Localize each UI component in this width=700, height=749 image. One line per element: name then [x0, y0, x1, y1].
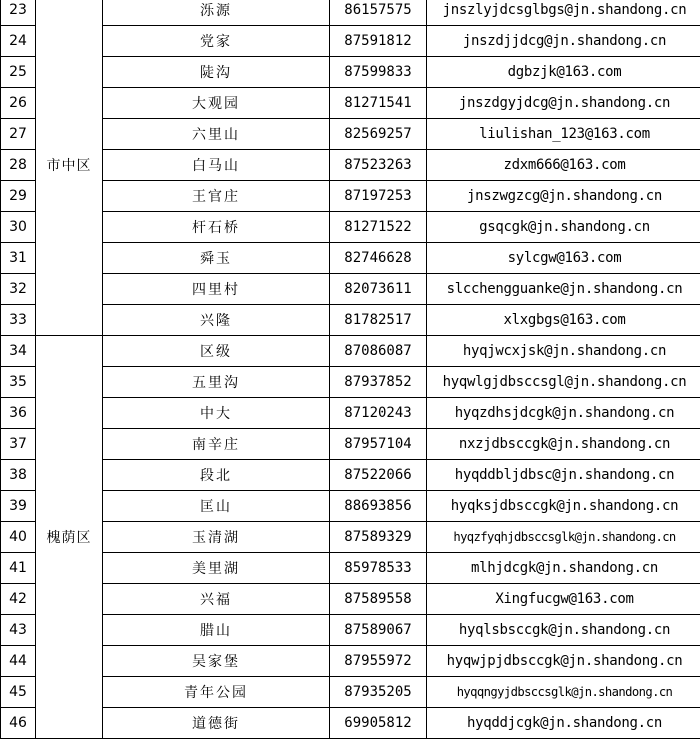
email-cell: hyqddbljdbsc@jn.shandong.cn: [427, 460, 700, 491]
table-row: [1, 119, 700, 150]
table-row: [1, 460, 700, 491]
street-name-cell: 区级: [103, 336, 330, 367]
phone-cell: 87937852: [330, 367, 427, 398]
row-number-cell: 29: [1, 181, 36, 212]
street-name-cell: 中大: [103, 398, 330, 429]
street-name-cell: 杆石桥: [103, 212, 330, 243]
email-cell: hyqqngyjdbsccsglk@jn.shandong.cn: [427, 677, 700, 708]
email-cell: jnszdjjdcg@jn.shandong.cn: [427, 26, 700, 57]
table-row: [1, 0, 700, 26]
email-cell: jnszlyjdcsglbgs@jn.shandong.cn: [427, 0, 700, 26]
table-row: [1, 212, 700, 243]
phone-cell: 87522066: [330, 460, 427, 491]
table-row: [1, 522, 700, 553]
row-number-cell: 41: [1, 553, 36, 584]
street-name-cell: 玉清湖: [103, 522, 330, 553]
phone-cell: 87599833: [330, 57, 427, 88]
phone-cell: 88693856: [330, 491, 427, 522]
table-row: [1, 367, 700, 398]
email-cell: liulishan_123@163.com: [427, 119, 700, 150]
phone-cell: 87197253: [330, 181, 427, 212]
phone-cell: 87086087: [330, 336, 427, 367]
street-name-cell: 兴隆: [103, 305, 330, 336]
table-row: [1, 553, 700, 584]
phone-cell: 87935205: [330, 677, 427, 708]
phone-cell: 87955972: [330, 646, 427, 677]
street-name-cell: 匡山: [103, 491, 330, 522]
table-row: [1, 336, 700, 367]
row-number-cell: 35: [1, 367, 36, 398]
row-number-cell: 26: [1, 88, 36, 119]
phone-cell: 85978533: [330, 553, 427, 584]
street-name-cell: 吴家堡: [103, 646, 330, 677]
email-cell: sylcgw@163.com: [427, 243, 700, 274]
email-cell: jnszdgyjdcg@jn.shandong.cn: [427, 88, 700, 119]
table-row: [1, 491, 700, 522]
email-cell: dgbzjk@163.com: [427, 57, 700, 88]
street-name-cell: 陡沟: [103, 57, 330, 88]
row-number-cell: 45: [1, 677, 36, 708]
table-row: [1, 150, 700, 181]
phone-cell: 69905812: [330, 708, 427, 739]
phone-cell: 81271541: [330, 88, 427, 119]
table-row: [1, 646, 700, 677]
table-row: [1, 181, 700, 212]
table-row: [1, 26, 700, 57]
row-number-cell: 30: [1, 212, 36, 243]
street-name-cell: 泺源: [103, 0, 330, 26]
street-name-cell: 南辛庄: [103, 429, 330, 460]
row-number-cell: 43: [1, 615, 36, 646]
street-name-cell: 青年公园: [103, 677, 330, 708]
phone-cell: 81271522: [330, 212, 427, 243]
row-number-cell: 37: [1, 429, 36, 460]
row-number-cell: 24: [1, 26, 36, 57]
street-name-cell: 美里湖: [103, 553, 330, 584]
phone-cell: 87589329: [330, 522, 427, 553]
email-cell: mlhjdcgk@jn.shandong.cn: [427, 553, 700, 584]
row-number-cell: 40: [1, 522, 36, 553]
row-number-cell: 39: [1, 491, 36, 522]
email-cell: hyqzdhsjdcgk@jn.shandong.cn: [427, 398, 700, 429]
phone-cell: 81782517: [330, 305, 427, 336]
table-row: [1, 615, 700, 646]
table-row: [1, 677, 700, 708]
phone-cell: 87589067: [330, 615, 427, 646]
street-name-cell: 段北: [103, 460, 330, 491]
email-cell: hyqlsbsccgk@jn.shandong.cn: [427, 615, 700, 646]
email-cell: slcchengguanke@jn.shandong.cn: [427, 274, 700, 305]
table-row: [1, 274, 700, 305]
street-name-cell: 六里山: [103, 119, 330, 150]
district-cell: 槐荫区: [36, 336, 103, 739]
email-cell: hyqwjpjdbsccgk@jn.shandong.cn: [427, 646, 700, 677]
row-number-cell: 32: [1, 274, 36, 305]
table-row: [1, 708, 700, 739]
email-cell: xlxgbgs@163.com: [427, 305, 700, 336]
email-cell: jnszwgzcg@jn.shandong.cn: [427, 181, 700, 212]
email-cell: hyqzfyqhjdbsccsglk@jn.shandong.cn: [427, 522, 700, 553]
row-number-cell: 34: [1, 336, 36, 367]
row-number-cell: 42: [1, 584, 36, 615]
table-row: [1, 398, 700, 429]
email-cell: hyqwlgjdbsccsgl@jn.shandong.cn: [427, 367, 700, 398]
phone-cell: 87589558: [330, 584, 427, 615]
phone-cell: 82073611: [330, 274, 427, 305]
table-row: [1, 305, 700, 336]
street-name-cell: 五里沟: [103, 367, 330, 398]
street-name-cell: 白马山: [103, 150, 330, 181]
phone-cell: 82746628: [330, 243, 427, 274]
street-name-cell: 党家: [103, 26, 330, 57]
phone-cell: 87523263: [330, 150, 427, 181]
table-row: [1, 88, 700, 119]
phone-cell: 82569257: [330, 119, 427, 150]
row-number-cell: 31: [1, 243, 36, 274]
email-cell: gsqcgk@jn.shandong.cn: [427, 212, 700, 243]
street-name-cell: 舜玉: [103, 243, 330, 274]
table-row: [1, 57, 700, 88]
street-name-cell: 兴福: [103, 584, 330, 615]
row-number-cell: 25: [1, 57, 36, 88]
email-cell: hyqjwcxjsk@jn.shandong.cn: [427, 336, 700, 367]
street-name-cell: 大观园: [103, 88, 330, 119]
phone-cell: 87120243: [330, 398, 427, 429]
row-number-cell: 38: [1, 460, 36, 491]
email-cell: hyqddjcgk@jn.shandong.cn: [427, 708, 700, 739]
row-number-cell: 36: [1, 398, 36, 429]
table-row: [1, 584, 700, 615]
street-name-cell: 四里村: [103, 274, 330, 305]
street-name-cell: 王官庄: [103, 181, 330, 212]
district-cell: 市中区: [36, 0, 103, 336]
phone-cell: 86157575: [330, 0, 427, 26]
street-name-cell: 腊山: [103, 615, 330, 646]
row-number-cell: 33: [1, 305, 36, 336]
table-row: [1, 429, 700, 460]
street-name-cell: 道德街: [103, 708, 330, 739]
table-row: [1, 243, 700, 274]
email-cell: hyqksjdbsccgk@jn.shandong.cn: [427, 491, 700, 522]
row-number-cell: 27: [1, 119, 36, 150]
contact-table-body: [1, 0, 700, 739]
phone-cell: 87957104: [330, 429, 427, 460]
phone-cell: 87591812: [330, 26, 427, 57]
email-cell: zdxm666@163.com: [427, 150, 700, 181]
row-number-cell: 44: [1, 646, 36, 677]
row-number-cell: 28: [1, 150, 36, 181]
email-cell: nxzjdbsccgk@jn.shandong.cn: [427, 429, 700, 460]
row-number-cell: 23: [1, 0, 36, 26]
email-cell: Xingfucgw@163.com: [427, 584, 700, 615]
row-number-cell: 46: [1, 708, 36, 739]
